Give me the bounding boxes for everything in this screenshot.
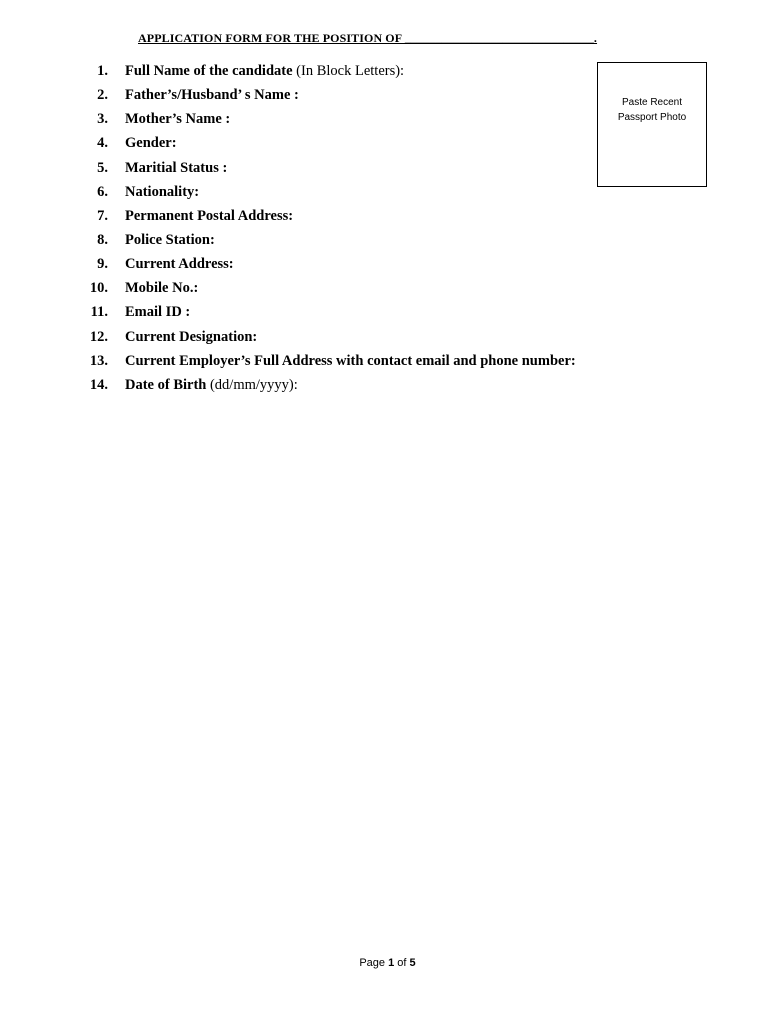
field-label: Full Name of the candidate bbox=[125, 63, 293, 79]
field-number: 10. bbox=[89, 280, 108, 297]
form-title: APPLICATION FORM FOR THE POSITION OF _______________________________. bbox=[138, 31, 598, 45]
field-note: (In Block Letters): bbox=[292, 63, 405, 79]
field-label: Email ID : bbox=[125, 304, 191, 321]
field-number: 6. bbox=[97, 183, 108, 200]
field-label: Father’s/Husband’ s Name : bbox=[125, 87, 299, 104]
field-text bbox=[125, 61, 404, 81]
photo-box-line: Passport Photo bbox=[617, 112, 687, 123]
field-number: 8. bbox=[97, 231, 108, 248]
passport-photo-box bbox=[597, 62, 707, 187]
field-label: Current Designation: bbox=[125, 328, 258, 345]
field-text bbox=[125, 278, 198, 298]
field-text bbox=[125, 158, 227, 178]
field-number: 11. bbox=[90, 304, 108, 321]
field-number: 12. bbox=[89, 328, 108, 345]
field-number: 14. bbox=[89, 376, 108, 393]
field-label: Date of Birth bbox=[125, 376, 207, 393]
field-text bbox=[125, 254, 234, 274]
field-number: 2. bbox=[97, 87, 108, 104]
field-number: 1. bbox=[97, 63, 108, 79]
field-number: 3. bbox=[97, 111, 108, 128]
field-text bbox=[125, 302, 190, 322]
field-text bbox=[125, 375, 298, 395]
field-text bbox=[125, 206, 293, 226]
field-number: 13. bbox=[89, 352, 108, 369]
field-label: Current Employer’s Full Address with contact email and phone number: bbox=[125, 352, 576, 369]
page-footer bbox=[0, 957, 770, 969]
field-label: Current Address: bbox=[125, 256, 234, 273]
total-pages-number: 5 bbox=[409, 957, 416, 969]
field-text bbox=[125, 133, 177, 153]
field-label: Mother’s Name : bbox=[125, 111, 231, 128]
field-label: Gender: bbox=[125, 135, 177, 152]
photo-box-line: Paste Recent bbox=[621, 97, 683, 108]
field-label: Police Station: bbox=[125, 231, 215, 248]
field-label: Permanent Postal Address: bbox=[125, 207, 294, 224]
field-text bbox=[125, 230, 215, 250]
current-page-number: 1 bbox=[388, 957, 395, 969]
field-label: Maritial Status : bbox=[125, 159, 228, 176]
field-text bbox=[125, 109, 230, 129]
of-word: of bbox=[394, 957, 410, 969]
field-number: 5. bbox=[97, 159, 108, 176]
field-text bbox=[125, 85, 299, 105]
field-text bbox=[125, 351, 576, 371]
field-text bbox=[125, 327, 257, 347]
field-note: (dd/mm/yyyy): bbox=[206, 376, 298, 393]
field-number: 4. bbox=[97, 135, 108, 152]
field-number: 9. bbox=[97, 256, 108, 273]
field-number: 7. bbox=[97, 207, 108, 224]
page-word: Page bbox=[359, 957, 389, 969]
field-label: Nationality: bbox=[125, 183, 200, 200]
field-label: Mobile No.: bbox=[125, 280, 199, 297]
field-text bbox=[125, 182, 199, 202]
